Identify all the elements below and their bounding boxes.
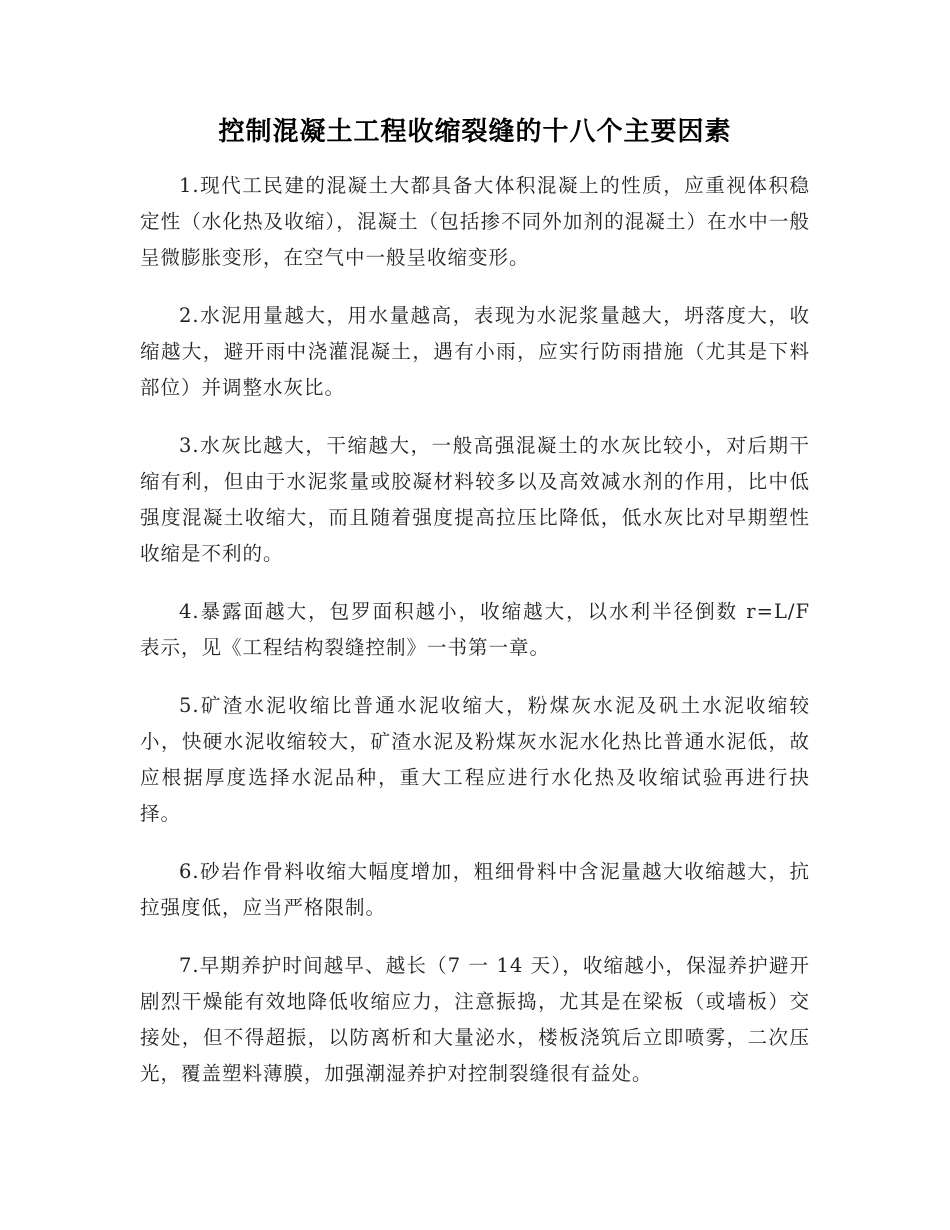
document-title: 控制混凝土工程收缩裂缝的十八个主要因素	[218, 117, 732, 147]
paragraph-6: 6.砂岩作骨料收缩大幅度增加，粗细骨料中含泥量越大收缩越大，抗拉强度低，应当严格限制。	[140, 860, 810, 919]
paragraph-5: 5.矿渣水泥收缩比普通水泥收缩大，粉煤灰水泥及矾土水泥收缩较小，快硬水泥收缩较大，矿渣水泥及粉煤灰水泥水化热比普通水泥低，故应根据厚度选择水泥品种，重大工程应进行水化热及收缩试验再进行抉择。	[140, 694, 810, 825]
paragraph-2: 2.水泥用量越大，用水量越高，表现为水泥浆量越大，坍落度大，收缩越大，避开雨中浇灌混凝土，遇有小雨，应实行防雨措施（尤其是下料部位）并调整水灰比。	[140, 304, 810, 399]
paragraph-3: 3.水灰比越大，干缩越大，一般高强混凝土的水灰比较小，对后期干缩有利，但由于水泥浆量或胶凝材料较多以及高效减水剂的作用，比中低强度混凝土收缩大，而且随着强度提高拉压比降低，低水灰比对早期塑性收缩是不利的。	[140, 434, 810, 565]
paragraph-4: 4.暴露面越大，包罗面积越小，收缩越大，以水利半径倒数 r=L/F 表示，见《工程结构裂缝控制》一书第一章。	[140, 600, 810, 659]
paragraph-7: 7.早期养护时间越早、越长（7 一 14 天），收缩越小，保湿养护避开剧烈干燥能有效地降低收缩应力，注意振捣，尤其是在梁板（或墙板）交接处，但不得超振，以防离析和大量泌水，楼板浇筑后立即喷雾，二次压光，覆盖塑料薄膜，加强潮湿养护对控制裂缝很有益处。	[140, 954, 810, 1085]
paragraph-1: 1.现代工民建的混凝土大都具备大体积混凝上的性质，应重视体积稳定性（水化热及收缩），混凝土（包括掺不同外加剂的混凝土）在水中一般呈微膨胀变形，在空气中一般呈收缩变形。	[140, 174, 810, 269]
